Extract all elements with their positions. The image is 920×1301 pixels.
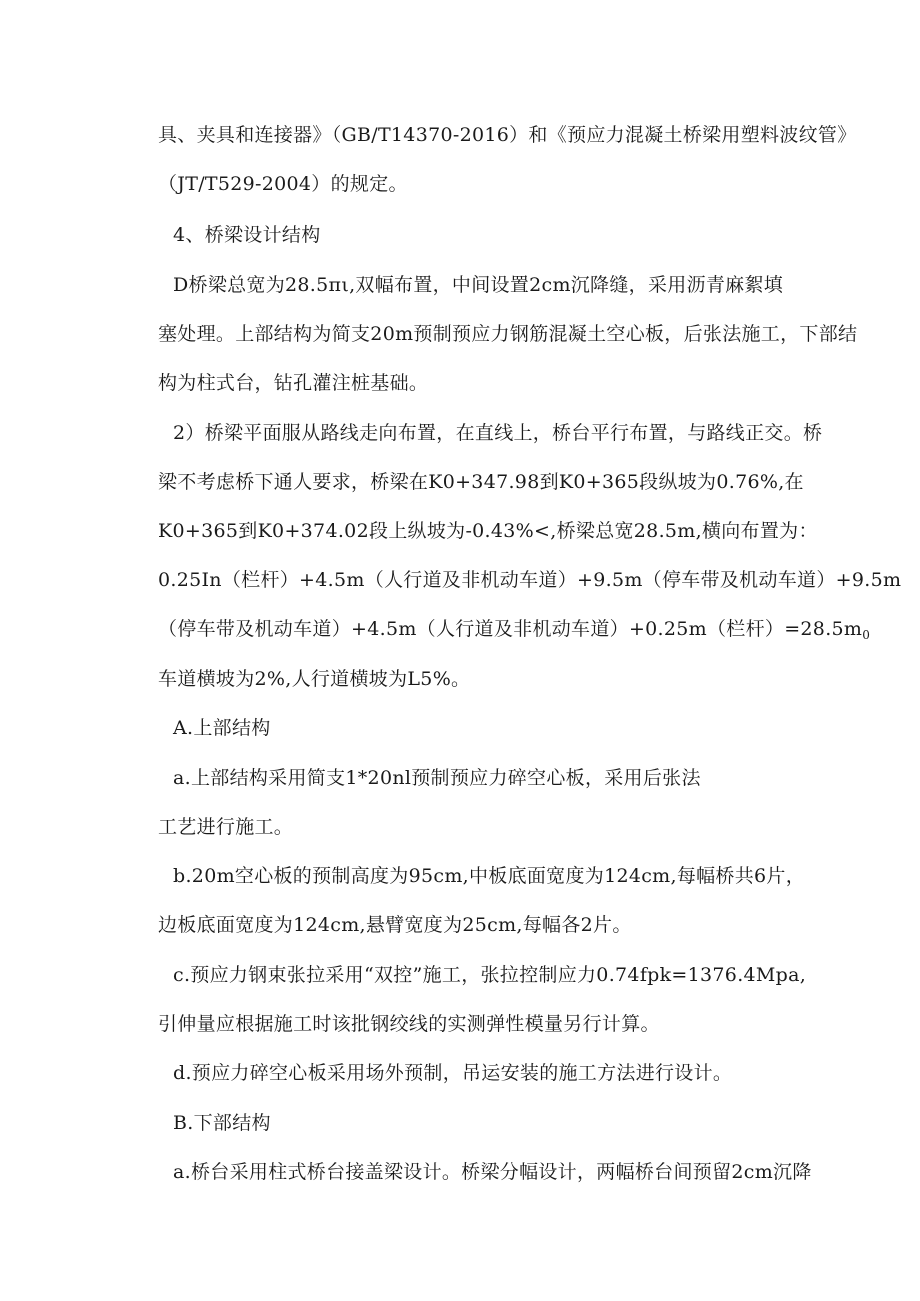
subscript-text: 0 xyxy=(862,628,871,642)
paragraph-line: D桥梁总宽为28.5πι,双幅布置，中间设置2cm沉降缝，采用沥青麻絮填 xyxy=(173,274,784,296)
paragraph-line: 2）桥梁平面服从路线走向布置，在直线上，桥台平行布置，与路线正交。桥 xyxy=(173,422,823,444)
paragraph-line: 边板底面宽度为124cm,悬臂宽度为25cm,每幅各2片。 xyxy=(158,914,632,936)
paragraph-line: c.预应力钢束张拉采用“双控”施工，张拉控制应力0.74fpk=1376.4Mpa, xyxy=(173,964,807,986)
paragraph-line xyxy=(158,616,870,648)
paragraph-line: 具、夹具和连接器》（GB/T14370-2016）和《预应力混凝土桥梁用塑料波纹管》 xyxy=(158,124,857,146)
section-heading: 4、桥梁设计结构 xyxy=(173,224,321,246)
paragraph-line: 工艺进行施工。 xyxy=(158,816,294,838)
section-heading: A.上部结构 xyxy=(173,717,271,739)
paragraph-line: 构为柱式台，钻孔灌注桩基础。 xyxy=(158,372,429,394)
section-heading: B.下部结构 xyxy=(173,1112,271,1134)
paragraph-line: 引伸量应根据施工时该批钢绞线的实测弹性模量另行计算。 xyxy=(158,1013,660,1035)
paragraph-line: a.上部结构采用简支1*20nl预制预应力碎空心板，采用后张法 xyxy=(173,767,701,789)
paragraph-line: K0+365到K0+374.02段上纵坡为-0.43%<,桥梁总宽28.5m,横向布置为： xyxy=(158,520,818,542)
paragraph-line: 梁不考虑桥下通人要求，桥梁在K0+347.98到K0+365段纵坡为0.76%,在 xyxy=(158,471,804,493)
paragraph-line: d.预应力碎空心板采用场外预制，吊运安装的施工方法进行设计。 xyxy=(173,1062,733,1084)
paragraph-line: 塞处理。上部结构为简支20m预制预应力钢筋混凝土空心板，后张法施工，下部结 xyxy=(158,323,858,345)
paragraph-line: 0.25In（栏杆）+4.5m（人行道及非机动车道）+9.5m（停车带及机动车道）+9.5m xyxy=(158,569,902,591)
paragraph-line: 车道横坡为2%,人行道横坡为L5%。 xyxy=(158,668,471,690)
paragraph-line: （JT/T529-2004）的规定。 xyxy=(158,173,408,195)
paragraph-line: a.桥台采用柱式桥台接盖梁设计。桥梁分幅设计，两幅桥台间预留2cm沉降 xyxy=(173,1161,812,1183)
paragraph-text: （停车带及机动车道）+4.5m（人行道及非机动车道）+0.25m（栏杆）=28.5m xyxy=(158,618,863,640)
paragraph-line: b.20m空心板的预制高度为95cm,中板底面宽度为124cm,每幅桥共6片， xyxy=(173,865,806,887)
